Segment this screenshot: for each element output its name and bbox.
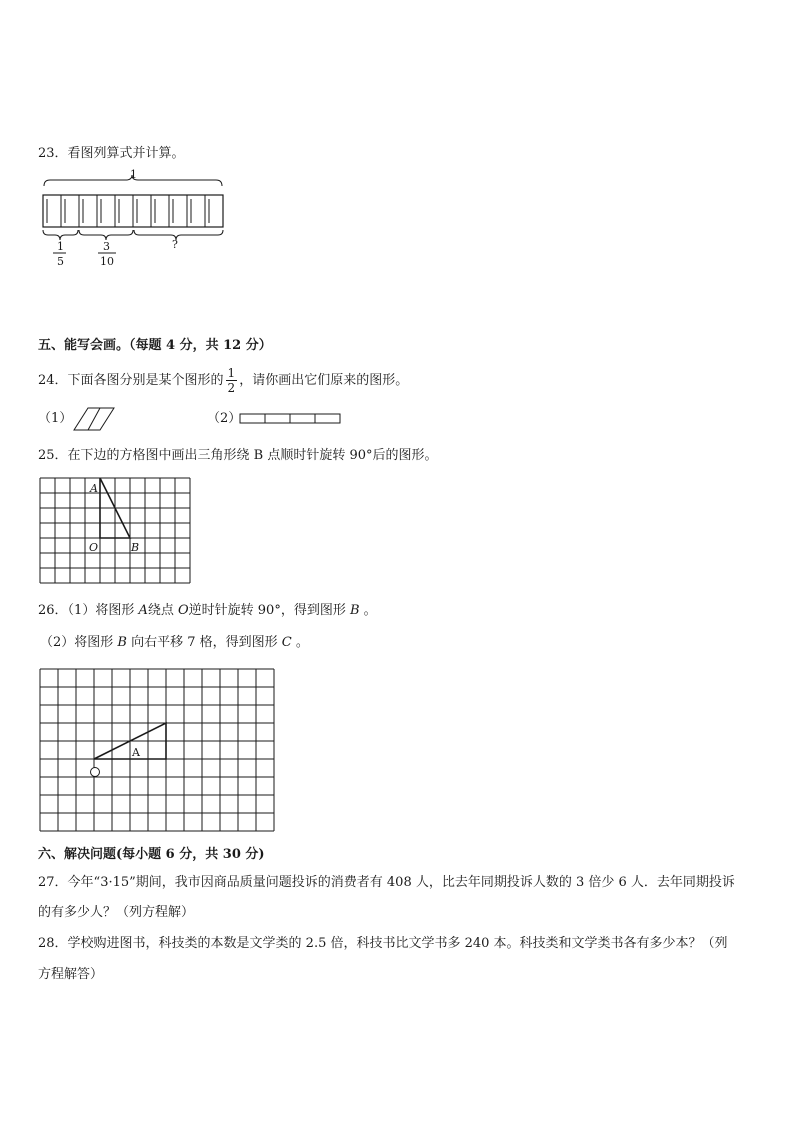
q26-line2 <box>40 634 309 652</box>
q26-l1-point-o: O <box>177 603 189 618</box>
q28-line1: 28．学校购进图书，科技类的本数是文学类的 2.5 倍，科技书比文学书多 240 本。科技类和文学类书各有多少本？（列 <box>38 936 728 951</box>
q26-l1-shape-b: B <box>349 603 360 618</box>
q23-frac1-den: 5 <box>57 255 64 268</box>
q26-l1-p0: 26．（1）将图形 <box>38 603 139 618</box>
q26-label-a: A <box>132 746 140 759</box>
q28-line2: 方程解答） <box>38 967 104 982</box>
q24-parallelogram-shape <box>74 406 124 432</box>
q26-grid <box>40 669 280 839</box>
q26-l1-p6: 。 <box>359 603 377 618</box>
q25-label-o: O <box>89 541 99 554</box>
q26-line1 <box>38 602 377 620</box>
section5-title: 五、能写会画。（每题 4 分，共 12 分） <box>38 338 272 353</box>
q26-l1-shape-a: A <box>138 603 148 618</box>
q24-strip-shape <box>240 413 345 427</box>
q23-unknown: ? <box>172 238 178 251</box>
q27-line1: 27．今年“3·15”期间，我市因商品质量问题投诉的消费者有 408 人，比去年同期投诉人数的 3 倍少 6 人．去年同期投诉 <box>38 875 735 890</box>
q25-label-b: B <box>131 541 140 554</box>
q26-l2-p0: （2）将图形 <box>40 635 118 650</box>
q26-l1-p4: 逆时针旋转 90°，得到图形 <box>188 603 350 618</box>
q23-frac2-num: 3 <box>103 240 110 253</box>
q26-l2-shape-c: C <box>281 635 292 650</box>
q25-grid-lines <box>40 478 190 583</box>
q26-l1-p2: 绕点 <box>147 603 178 618</box>
q25-text: 25．在下边的方格图中画出三角形绕 B 点顺时针旋转 90°后的图形。 <box>38 448 438 463</box>
q27-line2: 的有多少人？（列方程解） <box>38 905 195 920</box>
q23-frac1-num: 1 <box>57 240 64 253</box>
q25-label-a: A <box>90 482 98 495</box>
q23-text: 23．看图列算式并计算。 <box>38 146 185 161</box>
q25-grid <box>40 478 200 588</box>
q26-grid-lines <box>40 669 274 831</box>
q26-l2-p2: 向右平移 7 格，得到图形 <box>126 635 282 650</box>
q24-frac-den: 2 <box>227 381 236 395</box>
q23-total-label: 1 <box>130 168 137 181</box>
q23-bar-cells <box>47 195 209 227</box>
q24-frac-num: 1 <box>227 366 236 380</box>
q24-label2: （2） <box>207 411 242 426</box>
q24-label1: （1） <box>38 411 73 426</box>
q24-question <box>38 366 408 396</box>
q24-text-before: 24．下面各图分别是某个图形的 <box>38 373 224 388</box>
q24-text-after: ，请你画出它们原来的图形。 <box>239 373 409 388</box>
q23-frac2-den: 10 <box>100 255 114 268</box>
q26-l2-p4: 。 <box>291 635 309 650</box>
q26-point-o-marker <box>91 768 100 777</box>
section6-title: 六、解决问题(每小题 6 分，共 30 分) <box>38 847 265 862</box>
q23-bar-diagram <box>38 168 238 272</box>
q24-fraction <box>226 366 238 395</box>
q26-l2-shape-b: B <box>117 635 127 650</box>
